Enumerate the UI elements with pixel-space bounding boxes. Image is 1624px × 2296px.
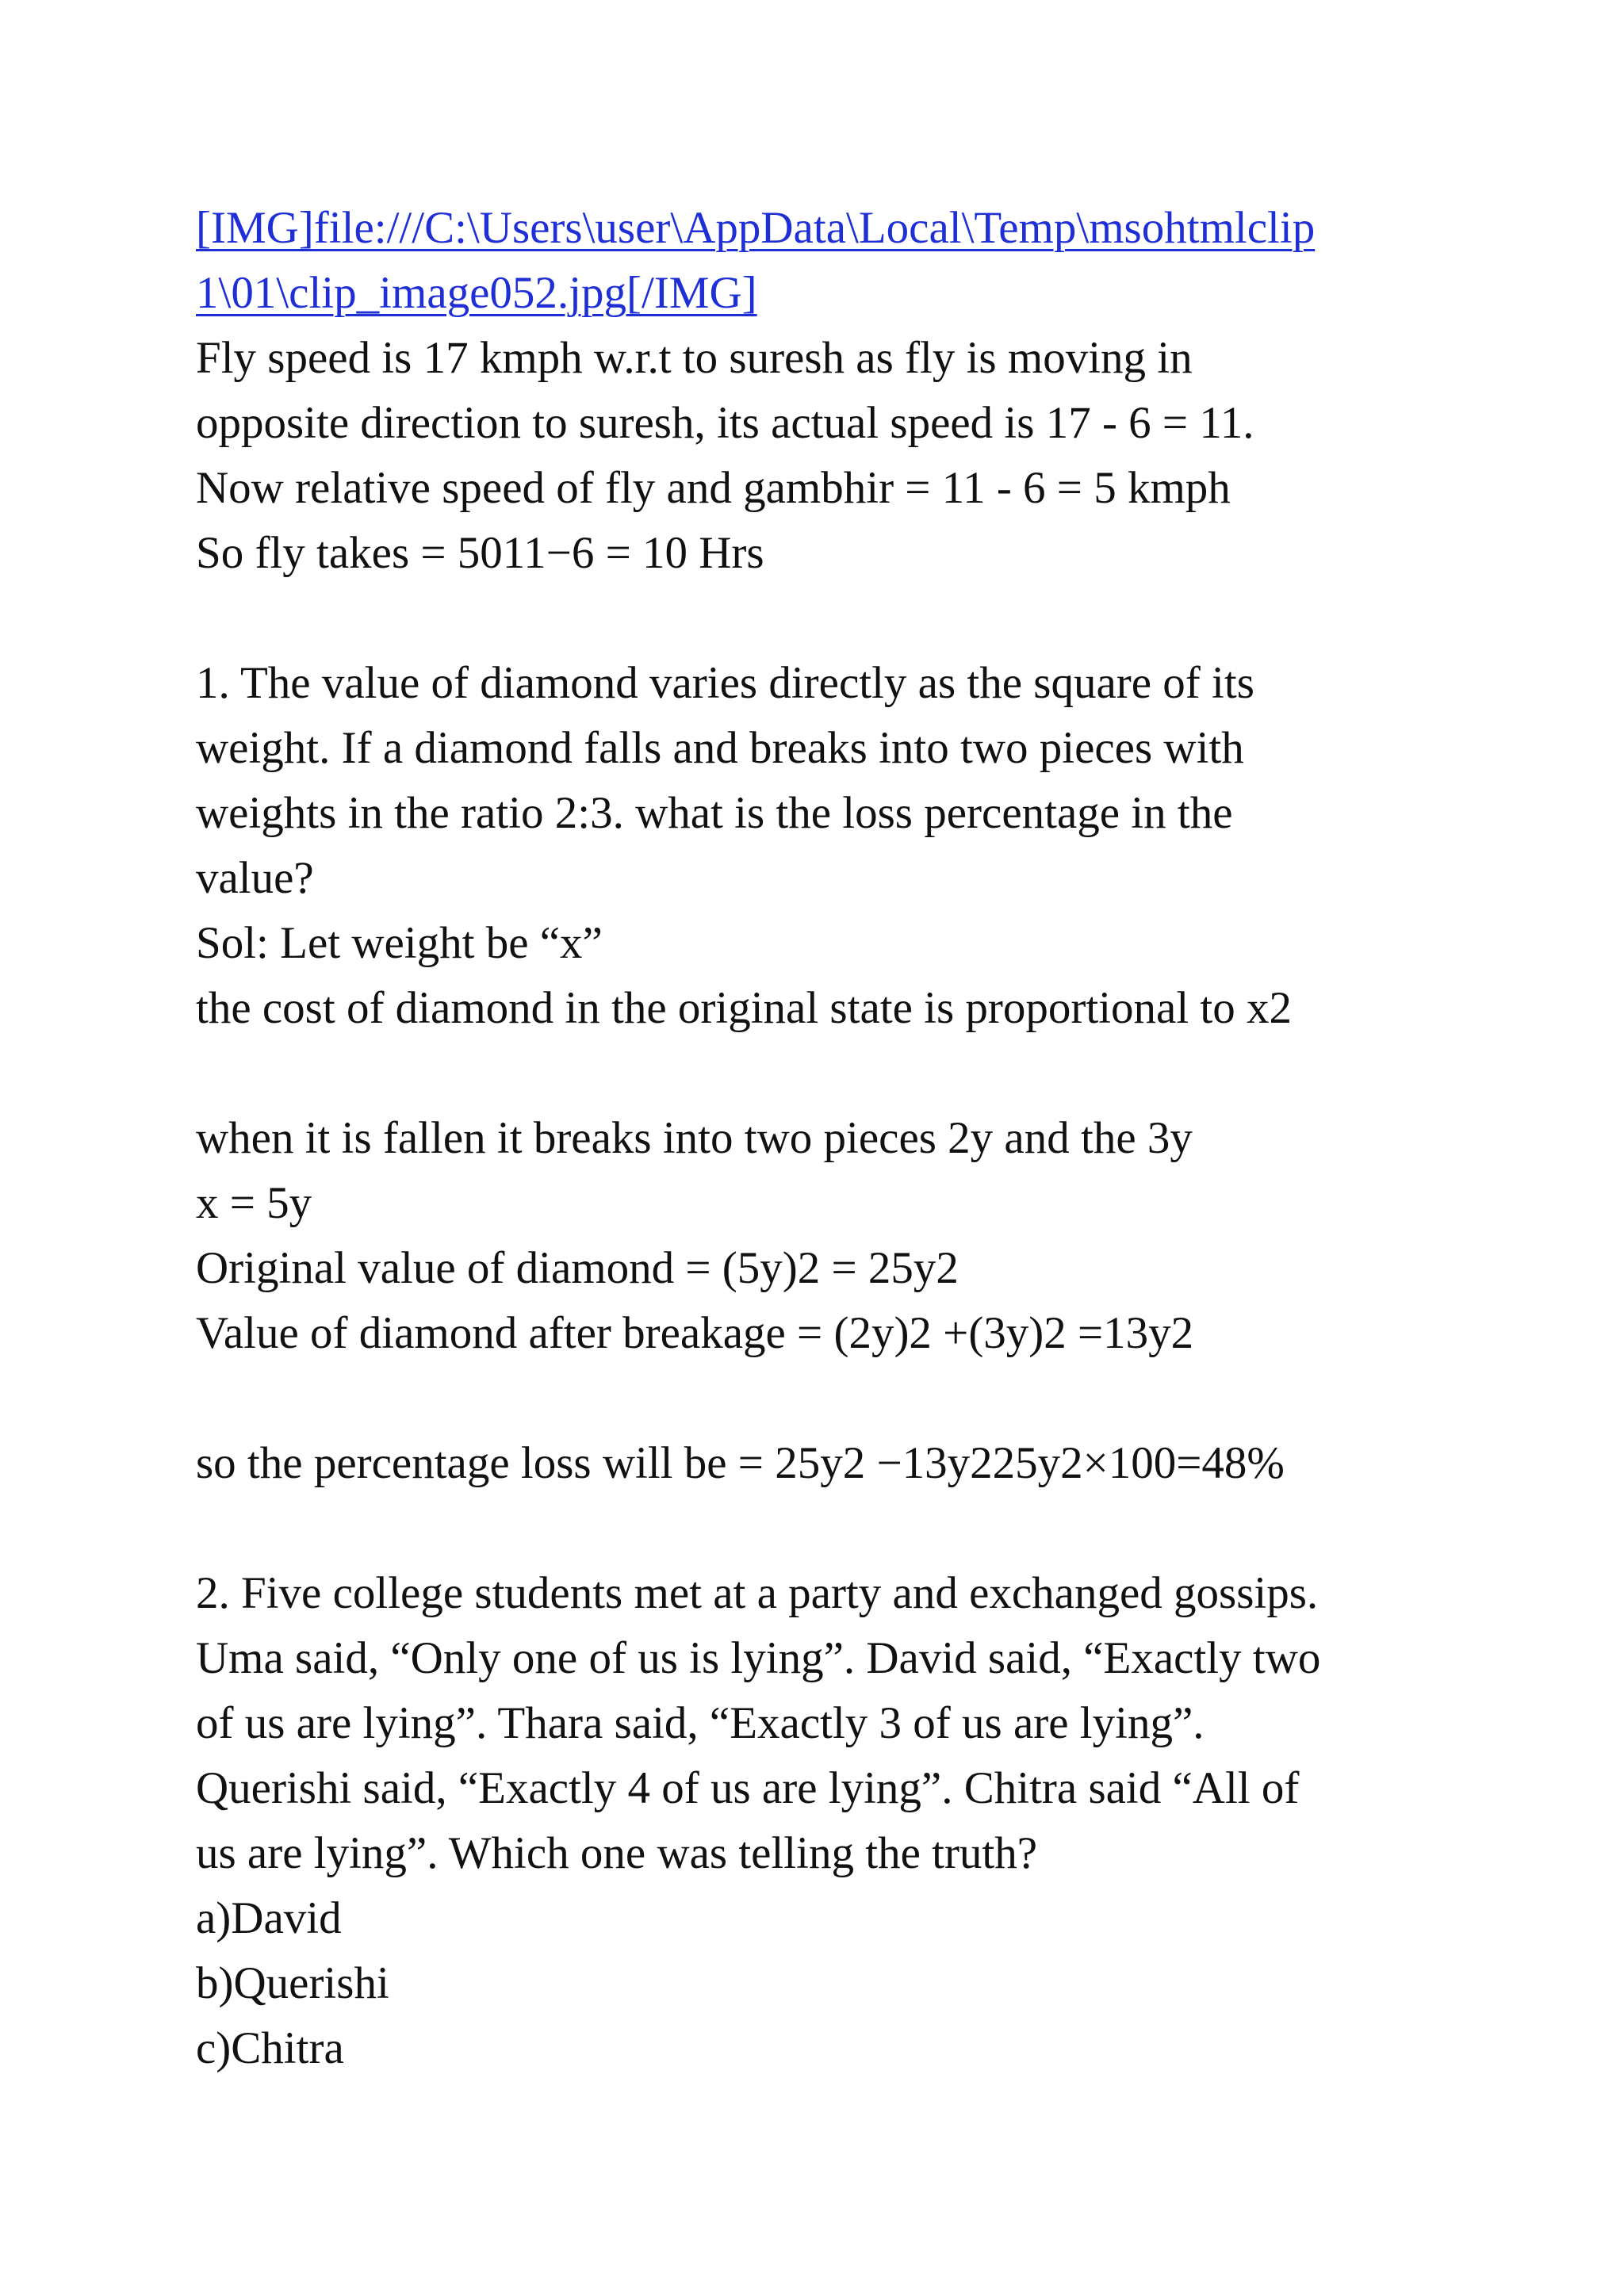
- fly-solution-line: Now relative speed of fly and gambhir = 11 - 6 = 5 kmph: [196, 463, 1231, 513]
- spacer: [196, 1496, 1433, 1561]
- question2-text-line: of us are lying”. Thara said, “Exactly 3 of us are lying”.: [196, 1698, 1205, 1748]
- image-link-line-2[interactable]: 1\01\clip_image052.jpg[/IMG]: [196, 268, 757, 318]
- question1-text-line: weights in the ratio 2:3. what is the loss percentage in the: [196, 788, 1233, 838]
- question1-text-line: 1. The value of diamond varies directly as the square of its: [196, 658, 1254, 708]
- question1-x-equation: x = 5y: [196, 1178, 312, 1228]
- question2-text-line: 2. Five college students met at a party and exchanged gossips.: [196, 1568, 1319, 1618]
- question1-cost-line: the cost of diamond in the original state is proportional to x2: [196, 983, 1292, 1033]
- question2-text-line: us are lying”. Which one was telling the truth?: [196, 1828, 1038, 1878]
- question1-breaks-line: when it is fallen it breaks into two pieces 2y and the 3y: [196, 1113, 1193, 1163]
- question1-original-value: Original value of diamond = (5y)2 = 25y2: [196, 1243, 959, 1293]
- question2-option: a)David: [196, 1893, 342, 1943]
- question1-text-line: value?: [196, 853, 314, 903]
- fly-solution-line: So fly takes = 5011−6 = 10 Hrs: [196, 528, 764, 578]
- question2-text-line: Querishi said, “Exactly 4 of us are lying”. Chitra said “All of: [196, 1763, 1300, 1813]
- question1-after-value: Value of diamond after breakage = (2y)2 +(3y)2 =13y2: [196, 1308, 1194, 1358]
- question1-solution-label: Sol: Let weight be “x”: [196, 918, 603, 968]
- question2-text-line: Uma said, “Only one of us is lying”. David said, “Exactly two: [196, 1633, 1321, 1683]
- fly-solution-line: Fly speed is 17 kmph w.r.t to suresh as fly is moving in: [196, 333, 1193, 383]
- document-body: [196, 196, 1433, 2081]
- spacer: [196, 1041, 1433, 1106]
- question2-option: c)Chitra: [196, 2023, 344, 2073]
- image-link-line-1[interactable]: [IMG]file:///C:\Users\user\AppData\Local\Temp\msohtmlclip: [196, 203, 1316, 253]
- question2-option: b)Querishi: [196, 1958, 389, 2008]
- question1-loss-line: so the percentage loss will be = 25y2 −13y225y2×100=48%: [196, 1438, 1285, 1488]
- spacer: [196, 1366, 1433, 1431]
- question1-text-line: weight. If a diamond falls and breaks into two pieces with: [196, 723, 1244, 773]
- spacer: [196, 586, 1433, 651]
- fly-solution-line: opposite direction to suresh, its actual speed is 17 - 6 = 11.: [196, 398, 1254, 448]
